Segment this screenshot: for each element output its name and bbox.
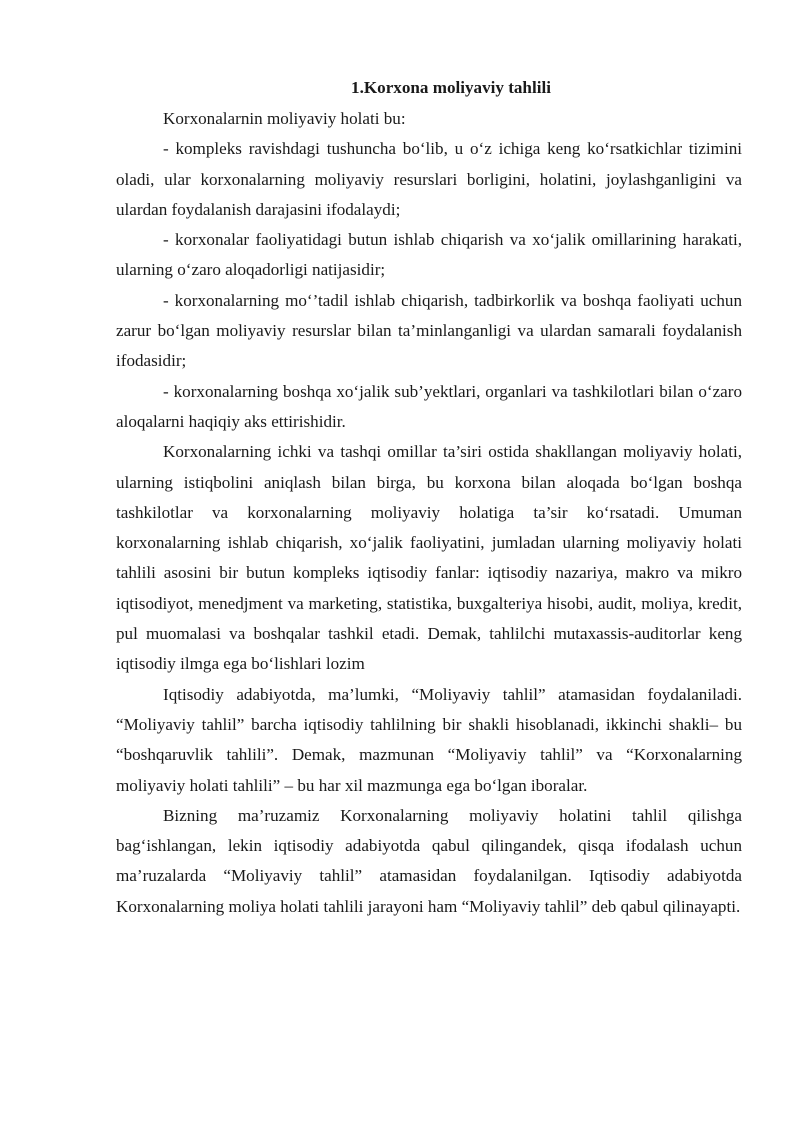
- paragraph: - kompleks ravishdagi tushuncha bo‘lib, u o‘z ichiga keng ko‘rsatkichlar tizimini oladi, ular korxonalarning moliyaviy resurslari borligini, holatini, joylashganligini va ulardan foydalanish darajasini ifodalaydi;: [116, 139, 742, 219]
- paragraph: Iqtisodiy adabiyotda, ma’lumki, “Moliyaviy tahlil” atamasidan foydalaniladi. “Moliyaviy tahlil” barcha iqtisodiy tahlilning bir shakli hisoblanadi, ikkinchi shakli– bu “boshqaruvlik tahlili”. Demak, mazmunan “Moliyaviy tahlil” va “Korxonalarning moliyaviy holati tahlili” – bu har xil mazmunga ega bo‘lgan iboralar.: [116, 684, 742, 795]
- paragraph: Bizning ma’ruzamiz Korxonalarning moliyaviy holatini tahlil qilishga bag‘ishlangan, lekin iqtisodiy adabiyotda qabul qilingandek, qisqa ifodalash uchun ma’ruzalarda “Moliyaviy tahlil” atamasidan foydalanilgan. Iqtisodiy adabiyotda Korxonalarning moliya holati tahlili jarayoni ham “Moliyaviy tahlil” deb qabul qilinayapti.: [116, 805, 742, 916]
- paragraph: - korxonalarning mo‘’tadil ishlab chiqarish, tadbirkorlik va boshqa faoliyati uchun zarur bo‘lgan moliyaviy resurslar bilan ta’minlanganligi va ulardan samarali foydalanish ifodasidir;: [116, 290, 742, 371]
- document-page: [116, 76, 742, 922]
- paragraph: - korxonalarning boshqa xo‘jalik sub’yektlari, organlari va tashkilotlari bilan o‘zaro aloqalarni haqiqiy aks ettirishidir.: [116, 381, 742, 431]
- paragraph: - korxonalar faoliyatidagi butun ishlab chiqarish va xo‘jalik omillarining harakati, ularning o‘zaro aloqadorligi natijasidir;: [116, 230, 742, 280]
- document-title: 1.Korxona moliyaviy tahlili: [351, 78, 551, 97]
- paragraph: Korxonalarning ichki va tashqi omillar ta’siri ostida shakllangan moliyaviy holati, ularning istiqbolini aniqlash bilan birga, bu korxona bilan aloqada bo‘lgan boshqa tashkilotlar va korxonalarning moliyaviy holatiga ta’sir ko‘rsatadi. Umuman korxonalarning ishlab chiqarish, xo‘jalik faoliyatini, jumladan ularning moliyaviy holati tahlili asosini bir butun kompleks iqtisodiy fanlar: iqtisodiy nazariya, makro va mikro iqtisodiyot, menedjment va marketing, statistika, buxgalteriya hisobi, audit, moliya, kredit, pul muomalasi va boshqalar tashkil etadi. Demak, tahlilchi mutaxassis-auditorlar keng iqtisodiy ilmga ega bo‘lishlari lozim: [116, 442, 742, 674]
- paragraph: Korxonalarnin moliyaviy holati bu:: [163, 109, 406, 128]
